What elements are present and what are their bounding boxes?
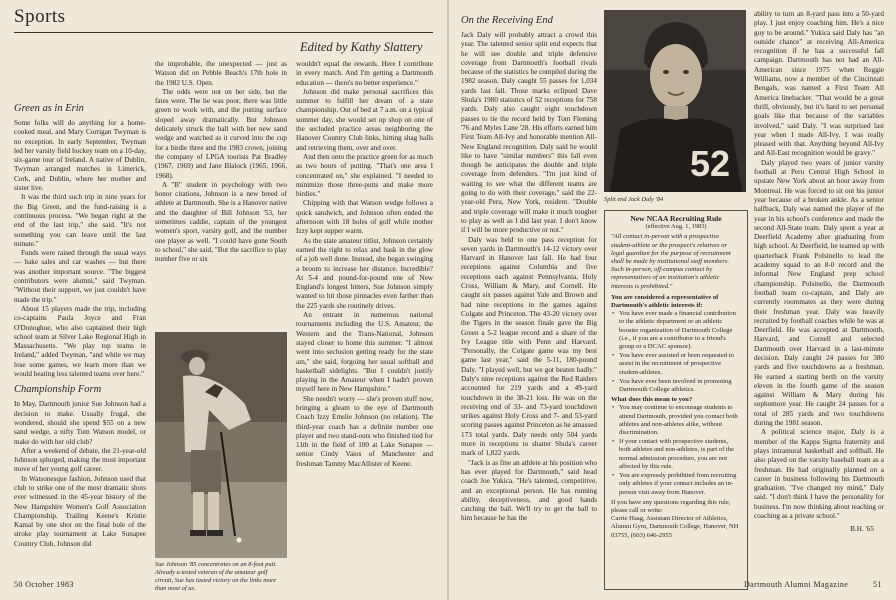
sidebar-list-1 [611, 310, 741, 394]
jack-daly-photo [604, 10, 746, 192]
page-folio-left: 50 October 1983 [14, 580, 74, 589]
paragraph: Johnson did make personal sacrifices this summer to fulfill her dream of a state championship. Out of bed at 7 a.m. on a typical summer day, she would set up shop on one of the secluded practice areas neighboring the Hanover Country Club links, hitting shag balls and retrieving them, over and over. [296, 87, 433, 152]
left-column-2 [155, 60, 287, 328]
magazine-name-folio: Dartmouth Alumni Magazine [744, 580, 849, 589]
paragraph: Chipping with that Watson wedge follows a quick sandwich, and Johnson often ended the afternoon with 18 holes of golf while mother Izzy kept supper warm. [296, 199, 433, 236]
top-rule [14, 32, 433, 33]
sidebar-question-1: You are considered a representative of Dartmouth's athletic interests if: [611, 293, 719, 310]
left-column-1 [14, 98, 146, 566]
list-item: • You have ever made a financial contribution to the athletic department or an athletic booster organization of Dartmouth College (i.e., if you are a contributor to a friend's group or a DCAC sponsor). [619, 310, 741, 351]
paragraph: Some folks will do anything for a home-cooked meal, and Mary Corrigan Twyman is no exception. In early September, Twyman led her varsity field hockey team on a 10-day, six-game tour of Ireland. A native of Dublin, Twyman arranged matches in Limerick, Cork, and Dublin, where her mother and sister live. [14, 119, 146, 193]
paragraph: Jack Daly will probably attract a crowd this year. The talented senior split end expects that he will see double and triple defensive coverage from Dartmouth's football rivals because of the statistics he compiled during the 1982 season. Daly caught 55 passes for 1,034 yards last fall. Those marks eclipsed Dave Shula's 1980 statistics of 52 receptions for 758 yards. Daly also caught eight touchdown passes to tie the record held by Tom Fleming '76 and Myles Lane '28. His efforts earned him First Team All-Ivy and honorable mention All-New England recognition. Daly said he would like to have "similar numbers" this fall even though he anticipates the double and triple coverage from defenders. "I'm just kind of waiting to see what the different teams are going to do with their coverage," said the 22-year-old Peru, New York, resident. "Double and triple coverage will make it much tougher to play as well as I did last year. I don't know if I will be more productive or not." [461, 31, 597, 235]
list-item: • You have ever assisted or been requested to assist in the recruitment of prospective student-athletes. [619, 352, 741, 377]
list-item: • You are expressly prohibited from recruiting only athletes if your contact includes an in-person visit away from Hanover. [619, 472, 741, 497]
sidebar-contact-intro: If you have any questions regarding this rule, please call or write: [611, 498, 731, 514]
heading-championship-form: Championship Form [14, 384, 102, 396]
paragraph: In May, Dartmouth junior Sue Johnson had a decision to make. Usually frugal, she wondered, should she spend $55 on a new sand wedge, a nifty Tom Watson model, or make do with her old club? [14, 400, 146, 446]
list-item: • If your contact with prospective students, both athletes and non-athletes, is part of the normal admission procedure, you are not affected by this rule. [619, 438, 741, 471]
sidebar-contact: Carrie Haag, Assistant Director of Athletics, Alumni Gym, Dartmouth College, Hanover, NH 03755, (603) 646-2955 [611, 515, 739, 539]
list-item: • You may continue to encourage students to attend Dartmouth, provided you contact both athletes and non-athletes alike, without discrimination. [619, 404, 741, 437]
golfer-photo-caption: Sue Johnson '85 concentrates on an 8-foot putt. Already a tested veteran of the amateur golf circuit, Sue has tasted victory on the links more than most of us. [155, 561, 277, 591]
editor-credit: Edited by Kathy Slattery [300, 40, 423, 54]
paragraph: the improbable, the unexpected — just as Watson did on Pebble Beach's 17th hole in the 1982 U.S. Open. [155, 60, 287, 87]
author-signature: B.H. '65 [850, 525, 874, 534]
paragraph: It was the third such trip in nine years for the Big Green, and the fund-raising is a continuous process. "We began right at the end of the last trip," she said. "It's not something you can leave until the last minute." [14, 193, 146, 248]
golfer-photo [155, 332, 287, 558]
paragraph: And then onto the practice green for as much as two hours of putting. "That's one area I concentrated on," she explained. "I needed to minimize those three-putts and make more birdies." [296, 152, 433, 199]
paragraph: Daly played two years of junior varsity football at Peru Central High School in upstate New York about an hour away from Montreal. He was forced to sit out his junior year because of a broken ankle. As a senior halfback, Daly was named the player of the year in his school's conference and made the second All-State team. Daly spent a year at Deerfield Academy after graduating from high school. At Deerfield, he teamed up with quarterback Frank Polsinello to lead the academy squad to an 8-0 record and the informal New England prep school championship. Polsinello, the Dartmouth football team co-captain, and Daly are currently roommates as they were during their freshman year. Daly was heavily recruited by football coaches while he was at Deerfield. He was accepted at Dartmouth, Harvard, and Cornell and selected Dartmouth over Harvard in a last-minute decision. Daly caught 24 passes for 380 yards and five touchdowns as a freshman. He earned a starting berth on the varsity eleven in the fourth game of the season against William & Mary during his sophomore year. He caught 24 passes for a total of 285 yards and two touchdowns during the 1981 season. [754, 158, 884, 428]
golfer-illustration [155, 332, 287, 558]
paragraph: A "B" student in psychology with two honor citations, Johnson is a new breed of athlete at Dartmouth. She is a Hanover native and the daughter of Bill Johnson '53, her sometimes caddie, captain of the youngest women's sport, varsity golf, and the number one player as well. "I could have gone South to school," she said, "But the sacrifice to play number five or six [155, 180, 287, 264]
left-column-3 [296, 60, 433, 580]
sidebar-subtitle: (effective Aug. 1, 1983) [645, 223, 707, 231]
paragraph: A political science major, Daly is a member of the Kappa Sigma fraternity and plays intramural basketball and softball. He also played on the varsity baseball team as a freshman. He had originally planned on a career in business following his Dartmouth graduation. "I've changed my mind," Daly said. "I don't think I have the personality for business. I'm now thinking about teaching or coaching as a private school." [754, 428, 884, 521]
right-column-1 [461, 10, 597, 576]
section-title: Sports [14, 6, 66, 27]
right-column-3 [754, 10, 884, 576]
paragraph: wouldn't equal the rewards. Here I contribute in every match. And I'm getting a Dartmouth education — there's no better experience." [296, 60, 433, 87]
paragraph: About 15 players made the trip, including co-captains Paula Joyce and Fran O'Donoghue, who also captained their high school team at Silver Lake Regional High in Massachusetts. "We play top teams in Ireland," added Twyman, "and while we may lose some games, we learn more than we would beating less talented teams over here." [14, 304, 146, 379]
paragraph: "Jack is as fine an athlete at his position who has ever played for Dartmouth," said head coach Joe Yukica. "He's talented, competitive, and an exceptional person. He has running ability, deceptiveness, and good hands catching the ball. We'll try to get the ball to him because he has the [461, 458, 597, 523]
paragraph: An entrant in numerous national tournaments including the U.S. Amateur, the Western and the Trans-National, Johnson stayed closer to home this summer. "I almost went into seclusion getting ready for the state am," she said, forgoing her usual softball and basketball sidelights. "But I couldn't justify playing in the Amateur when I hadn't proven myself here in New Hampshire." [296, 311, 433, 394]
heading-green-as-in-erin: Green as in Erin [14, 103, 84, 114]
jersey-number: 52 [690, 143, 731, 184]
sidebar-title: New NCAA Recruiting Rule [630, 214, 722, 223]
paragraph: The odds were not on her side, but the fates were. The lie was poor, there was little green to work with, and the putting surface sloped away dramatically. But Johnson delicately struck the ball with her new sand wedge and watched as it curved into the cup for a birdie three and the 1983 crown, joining the company of LPGA tourists Pat Bradley (1967, 1969) and Jane Blalock (1965, 1966, 1968). [155, 87, 287, 180]
paragraph: In Watsonesque fashion, Johnson used that club to strike one of the most dramatic shots ever witnessed in the 45-year history of the New Hampshire Women's Golf Association Championship. Trailing Keene's Kristie Kamal by one shot on the final hole of the stroke play tournament at Lake Sunapee Country Club, Johnson did [14, 474, 146, 548]
portrait-illustration [604, 10, 746, 192]
paragraph: As the state amateur titlist, Johnson certainly earned the right to relax and bask in the glow of a job well done. Instead, she began swinging a broom to increase her distance. Incredible? At 5-4 and pound-for-pound one of New England's longest hitters, Sue Johnson simply wanted to hit those pinnacles even farther than the 225 yards she routinely drives. [296, 236, 433, 310]
daly-photo-caption: Split end Jack Daly '84 [604, 196, 664, 203]
paragraph: After a weekend of debate, the 21-year-old Johnson splurged, making the most important move of her young golf career. [14, 446, 146, 474]
paragraph: Funds were raised through the usual ways — bake sales and car washes — but there was another important source. "The biggest contributors were alumni," said Twyman. "Without their support, we just couldn't have made the trip." [14, 249, 146, 304]
paragraph: Daly was held to one pass reception for seven yards in Dartmouth's 14-12 victory over Harvard in Hanover last fall. He had four receptions against Columbia and five receptions each against Pennsylvania, Holy Cross, William & Mary, and Cornell. He caught six passes against Yale and Brown and had nine receptions in the games against Colgate and Princeton. The 43-20 victory over the Tigers in the season finale gave the Big Green a 5-2 league record and a share of the Ivy League title with Penn and Harvard. "Personally, the Colgate game was my best game last year," said the 5-11, 180-pound Daly. "I played well, but we got beaten badly." Daly's nine receptions against the Red Raiders accounted for 219 yards and a 49-yard touchdown in the 38-21 loss. He was on the receiving end of 33- and 73-yard touchdown strikes against Holy Cross and 7- and 53-yard scoring passes against Princeton as he amassed 173 total yards. Daly needs only 504 yards more in receptions to shatter Shula's career mark of 1,822 yards. [461, 235, 597, 458]
sidebar-list-2 [611, 404, 741, 496]
paragraph: ability to turn an 8-yard pass into a 50-yard play. I just enjoy coaching him. He's a nice guy to be around." Yukica said Daly has "an outside chance" at receiving All-America recognition if he has a successful fall campaign. Dartmouth has not had an All-American since 1975 when Reggie Williams, now a member of the Cincinnati Bengals, was named a First Team All America linebacker. "That would be a great thrill, obviously, but it's hard to set personal goals like that because of the variables involved," said Daly. "I was surprised last year when I made All-Ivy. I was really pleased with that. Anything beyond All-Ivy and All-East recognition would be gravy." [754, 10, 884, 158]
right-page [449, 0, 896, 600]
list-item: • You have ever been involved in promoting Dartmouth College athletics. [619, 378, 741, 394]
ncaa-recruiting-rule-box [604, 210, 748, 590]
paragraph: She needn't worry — she's proven stuff now, bringing a gleam to the eye of Dartmouth Coach Izzy Emslie Johnson (no relation). The third-year coach has a definite number one player and two stand-outs who finished tied for 11th in the field of 100 at Lake Sunapee — senior Cindy Vaios of Manchester and freshman Tammy MacAllister of Keene. [296, 394, 433, 468]
sidebar-intro: "All contact in-person with a prospective student-athlete or the prospect's relatives or legal guardian for the purpose of recruitment shall be made by institutional staff members. Such in-person, off-campus contact by representatives of an institution's athletic interests is prohibited." [611, 233, 731, 290]
page-number-right: 51 [873, 580, 882, 589]
left-page [0, 0, 447, 600]
sidebar-question-2: What does this mean to you? [611, 396, 693, 404]
heading-on-the-receiving-end: On the Receiving End [461, 15, 553, 26]
